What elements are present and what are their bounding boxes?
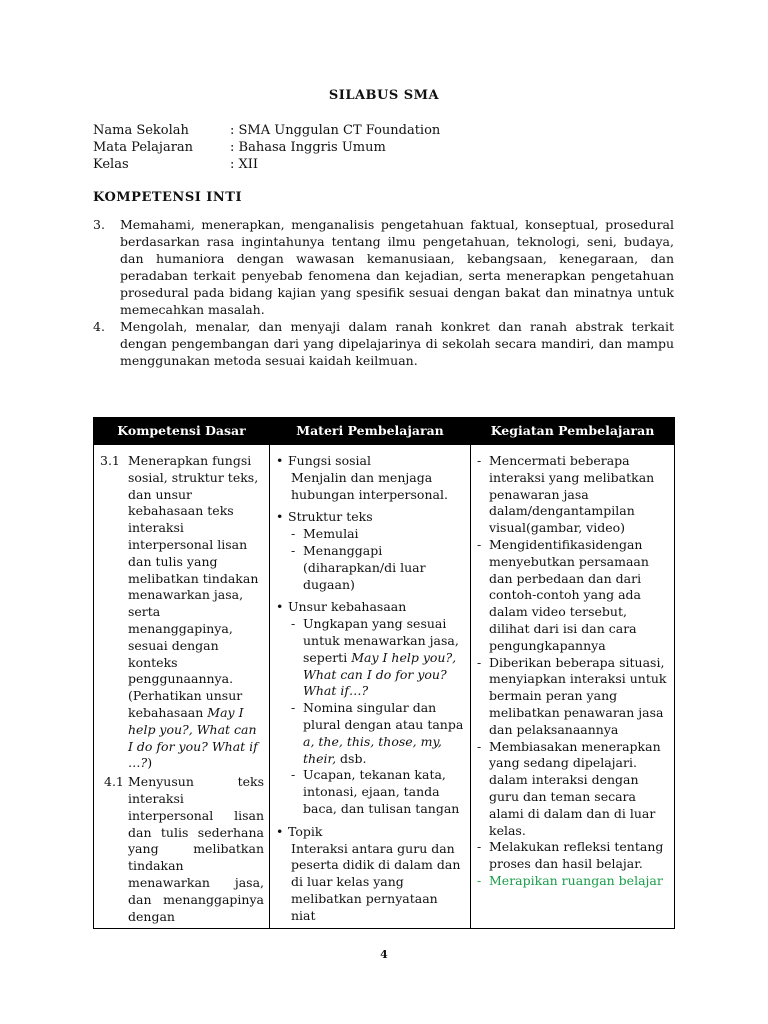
cell-materi-pembelajaran	[270, 445, 471, 929]
dash: -	[477, 738, 482, 754]
info-label: Nama Sekolah	[93, 123, 189, 138]
page-number: 4	[380, 948, 388, 961]
text-plain: Nomina singular dan plural dengan atau tanpa	[303, 700, 464, 732]
list-item-text: Memulai	[303, 526, 359, 542]
ki-number: 4.	[93, 319, 105, 334]
topic-description: Menjalin dan menjaga hubungan interpersonal.	[291, 469, 448, 502]
materi-struktur-teks	[276, 509, 465, 593]
header-materi-pembelajaran: Materi Pembelajaran	[270, 418, 471, 445]
list-item-text: Menanggapi (diharapkan/di luar dugaan)	[303, 542, 426, 592]
topic-title: Struktur teks	[288, 509, 373, 525]
topic-title: Fungsi sosial	[288, 453, 371, 468]
sub-list	[291, 526, 465, 593]
info-value: : Bahasa Inggris Umum	[230, 140, 386, 155]
text-italic: a, the, this, those, my, their,	[303, 733, 442, 766]
sub-list	[291, 616, 465, 818]
kd-number: 3.1	[100, 453, 120, 468]
text-plain: Ungkapan yang sesuai untuk menawarkan jasa, seperti	[303, 616, 459, 665]
page-title: SILABUS SMA	[328, 88, 440, 103]
list-item	[291, 543, 465, 593]
topic-title: Unsur kebahasaan	[288, 599, 407, 615]
topic-description: Interaksi antara guru dan peserta didik di dalam dan di luar kelas yang melibatkan pernyataan niat	[291, 840, 461, 923]
info-row-class	[93, 156, 440, 173]
kd-text	[128, 453, 264, 772]
list-item	[291, 616, 465, 700]
list-item-text	[303, 700, 465, 767]
info-value: : SMA Unggulan CT Foundation	[230, 123, 441, 138]
kegiatan-item	[477, 739, 669, 840]
cell-kompetensi-dasar	[94, 445, 270, 929]
kegiatan-text: Merapikan ruangan belajar	[489, 872, 663, 888]
kd-text-plain: Menerapkan fungsi sosial, struktur teks, dan unsur kebahasaan teks interaksi interpersonal lisan dan tulis yang melibatkan tindakan menawarkan jasa, serta menanggapinya, sesuai dengan konteks penggunaannya. (Perhatikan unsur kebahasaan	[128, 453, 259, 720]
kompetensi-inti-list	[93, 216, 674, 369]
dash: -	[291, 767, 296, 783]
text-italic: May I help you?, What can I do for you? What if…?	[303, 649, 457, 699]
kegiatan-item	[477, 839, 669, 873]
materi-unsur-kebahasaan	[276, 599, 465, 817]
syllabus-table	[93, 417, 675, 929]
bullet: •	[276, 823, 284, 839]
dash: -	[477, 654, 482, 670]
kegiatan-text: Diberikan beberapa situasi, menyiapkan interaksi untuk bermain peran yang melibatkan penawaran jasa dan pelaksanaannya	[489, 654, 667, 737]
ki-text: Mengolah, menalar, dan menyaji dalam ranah konkret dan ranah abstrak terkait dengan pengembangan dari yang dipelajarinya di sekolah secara mandiri, dan mampu menggunakan metoda sesuai kaidah keilmuan.	[120, 319, 674, 368]
kegiatan-item	[477, 453, 669, 537]
list-item	[291, 700, 465, 767]
info-label: Kelas	[93, 157, 129, 172]
info-row-school	[93, 122, 440, 139]
dash: -	[477, 536, 482, 552]
header-kompetensi-dasar: Kompetensi Dasar	[94, 418, 270, 445]
info-row-subject	[93, 139, 440, 156]
list-item	[291, 526, 465, 543]
kd-text-close: )	[147, 755, 153, 771]
text-tail: dsb.	[340, 750, 367, 766]
list-item-text	[303, 616, 465, 700]
bullet: •	[276, 453, 284, 468]
materi-topik	[276, 824, 465, 925]
dash: -	[477, 872, 482, 888]
topic-title: Topik	[288, 823, 323, 839]
kd-3-1	[100, 453, 264, 772]
dash: -	[291, 616, 296, 632]
bullet: •	[276, 599, 284, 615]
list-item-text: Ucapan, tekanan kata, intonasi, ejaan, tanda baca, dan tulisan tangan	[303, 767, 460, 816]
topic-heading	[276, 453, 465, 470]
ki-text: Memahami, menerapkan, menganalisis pengetahuan faktual, konseptual, prosedural berdasarkan rasa ingintahunya tentang ilmu pengetahuan, teknologi, seni, budaya, dan humaniora dengan wawasan kemanusiaan, kebangsaan, kenegaraan, dan peradaban terkait penyebab fenomena dan kejadian, serta menerapkan pengetahuan prosedural pada bidang kajian yang spesifik sesuai dengan bakat dan minatnya untuk memecahkan masalah.	[120, 217, 674, 317]
dash: -	[291, 542, 296, 558]
info-value: : XII	[230, 157, 259, 172]
dash: -	[291, 700, 296, 716]
materi-fungsi-sosial	[276, 453, 465, 503]
list-item	[291, 767, 465, 817]
cell-kegiatan-pembelajaran	[471, 445, 675, 929]
dash: -	[291, 526, 296, 542]
kegiatan-text: Mencermati beberapa interaksi yang melibatkan penawaran jasa dalam/dengantampilan visual(gambar, video)	[489, 453, 655, 536]
kegiatan-text: Melakukan refleksi tentang proses dan hasil belajar.	[489, 839, 664, 872]
table-header-row	[94, 418, 675, 445]
kd-text-italic: May I help you?, What can I do for you? What if …?	[128, 704, 258, 771]
ki-item	[93, 216, 674, 318]
header-kegiatan-pembelajaran: Kegiatan Pembelajaran	[471, 418, 675, 445]
dash: -	[477, 839, 482, 855]
kd-4-1	[100, 774, 264, 925]
kegiatan-item	[477, 655, 669, 739]
ki-item	[93, 318, 674, 369]
bullet: •	[276, 509, 284, 525]
kegiatan-item-highlighted	[477, 873, 669, 890]
section-heading-kompetensi-inti: KOMPETENSI INTI	[93, 190, 243, 205]
ki-number: 3.	[93, 217, 105, 232]
school-info	[93, 122, 440, 173]
topic-heading	[276, 509, 465, 526]
kd-number: 4.1	[104, 774, 124, 790]
kd-text: Menyusun teks interaksi interpersonal lisan dan tulis sederhana yang melibatkan tindakan menawarkan jasa, dan menanggapinya dengan	[128, 774, 264, 924]
kegiatan-item	[477, 537, 669, 655]
topic-heading	[276, 599, 465, 616]
topic-heading	[276, 824, 465, 841]
dash: -	[477, 453, 482, 468]
kegiatan-text: Mengidentifikasidengan menyebutkan persamaan dan perbedaan dan dari contoh-contoh yang ada dalam video tersebut, dilihat dari isi dan cara pengungkapannya	[489, 536, 649, 653]
info-label: Mata Pelajaran	[93, 140, 194, 155]
kegiatan-text: Membiasakan menerapkan yang sedang dipelajari. dalam interaksi dengan guru dan teman secara alami di dalam dan di luar kelas.	[489, 738, 661, 838]
table-row	[94, 445, 675, 929]
